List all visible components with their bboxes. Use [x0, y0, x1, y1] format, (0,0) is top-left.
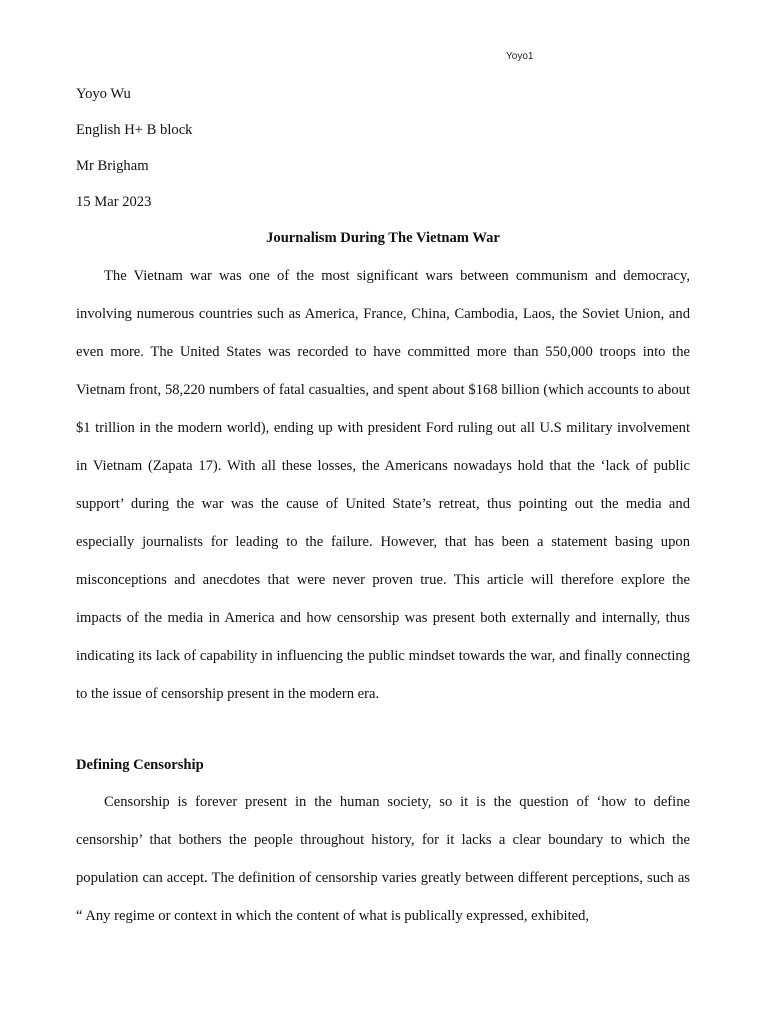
author-name: Yoyo Wu — [76, 86, 131, 102]
paragraph-censorship: Censorship is forever present in the human society, so it is the question of ‘how to define censorship’ that bothers the people throughout history, for it lacks a clear boundary to which the population can accept. The definition of censorship varies greatly between different perceptions, such as “ Any regime or context in which the content of what is publically expressed, exhibited, — [76, 794, 690, 924]
running-head: Yoyo1 — [506, 51, 534, 62]
essay-date: 15 Mar 2023 — [76, 194, 152, 210]
essay-body — [76, 76, 690, 935]
paragraph-introduction: The Vietnam war was one of the most significant wars between communism and democracy, involving numerous countries such as America, France, China, Cambodia, Laos, the Soviet Union, and even more. The United States was recorded to have committed more than 550,000 troops into the Vietnam front, 58,220 numbers of fatal casualties, and spent about $168 billion (which accounts to about $1 trillion in the modern world), ending up with president Ford ruling out all U.S military involvement in Vietnam (Zapata 17). With all these losses, the Americans nowadays hold that the ‘lack of public support’ during the war was the cause of United State’s retreat, thus pointing out the media and especially journalists for leading to the failure. However, that has been a statement basing upon misconceptions and anecdotes that were never proven true. This article will therefore explore the impacts of the media in America and how censorship was present both externally and internally, thus indicating its lack of capability in influencing the public mindset towards the war, and finally connecting to the issue of censorship present in the modern era. — [76, 268, 690, 702]
course-name: English H+ B block — [76, 122, 193, 138]
essay-title: Journalism During The Vietnam War — [266, 230, 500, 246]
section-heading: Defining Censorship — [76, 757, 204, 773]
instructor-name: Mr Brigham — [76, 158, 149, 174]
